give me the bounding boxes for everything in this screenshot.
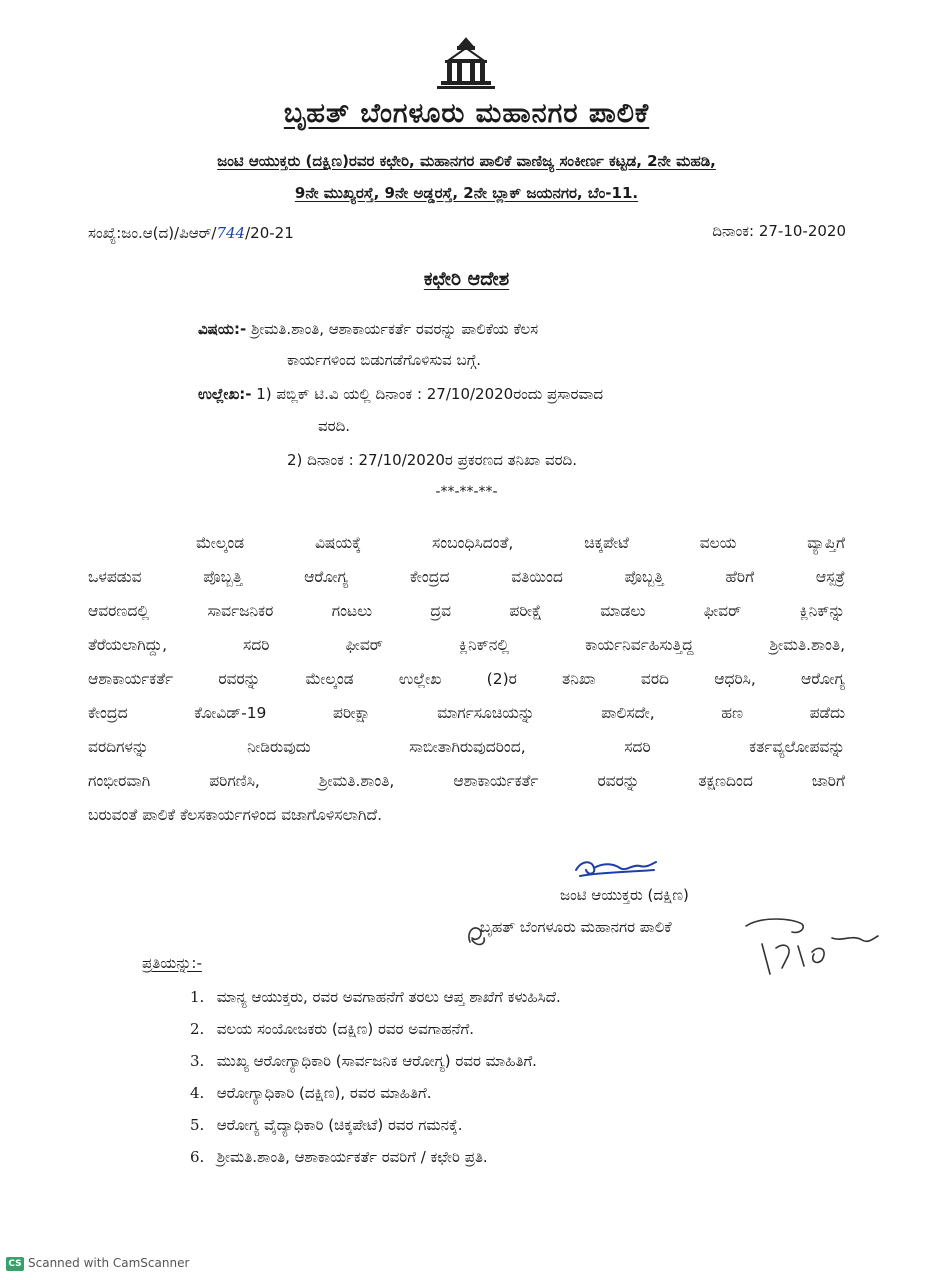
document-date: ದಿನಾಂಕ: 27-10-2020 [712,222,846,240]
order-title: ಕಛೇರಿ ಆದೇಶ [423,268,510,290]
copy-item-text: ಮುಖ್ಯ ಆರೋಗ್ಯಾಧಿಕಾರಿ (ಸಾರ್ವಜನಿಕ ಆರೋಗ್ಯ) ರವರ ಮಾಹಿತಿಗೆ. [216,1052,537,1070]
body-paragraph-line: ಆವರಣದಲ್ಲಿ ಸಾರ್ವಜನಿಕರ ಗಂಟಲು ದ್ರವ ಪರೀಕ್ಷೆ ಮಾಡಲು ಫೀವರ್ ಕ್ಲಿನಿಕ್‌ನ್ನು [88,602,845,620]
reference-item-1 [198,385,603,403]
reference-item-2: 2) ದಿನಾಂಕ : 27/10/2020ರ ಪ್ರಕರಣದ ತನಿಖಾ ವರದಿ. [287,451,577,469]
signatory-organization: ಬೃಹತ್ ಬೆಂಗಳೂರು ಮಹಾನಗರ ಪಾಲಿಕೆ [480,918,672,936]
copy-list-item [190,1116,463,1134]
copies-heading: ಪ್ರತಿಯನ್ನು:- [142,954,202,972]
references-label: ಉಲ್ಲೇಖ:- [198,385,252,403]
copy-item-number: 3. [190,1052,205,1070]
subject-label: ವಿಷಯ:- [198,320,247,338]
body-paragraph-line: ಬರುವಂತೆ ಪಾಲಿಕೆ ಕೆಲಸಕಾರ್ಯಗಳಿಂದ ವಜಾಗೊಳಿಸಲಾಗಿದೆ. [88,806,383,824]
camscanner-icon: CS [6,1257,24,1271]
reference-handwritten-number: 744 [216,224,246,242]
copy-list-item [190,988,561,1006]
body-paragraph-line: ಕೇಂದ್ರದ ಕೋವಿಡ್-19 ಪರೀಕ್ಷಾ ಮಾರ್ಗಸೂಚಿಯನ್ನು ಪಾಲಿಸದೇ, ಹಣ ಪಡೆದು [88,704,845,722]
subject-line-2: ಕಾರ್ಯಗಳಿಂದ ಬಿಡುಗಡೆಗೊಳಿಸುವ ಬಗ್ಗೆ. [287,351,482,369]
body-paragraph-line: ತೆರೆಯಲಾಗಿದ್ದು, ಸದರಿ ಫೀವರ್ ಕ್ಲಿನಿಕ್‌ನಲ್ಲಿ ಕಾರ್ಯನಿರ್ವಹಿಸುತ್ತಿದ್ದ ಶ್ರೀಮತಿ.ಶಾಂತಿ, [88,636,845,654]
body-paragraph-line: ಒಳಪಡುವ ಪೊಬ್ಬತ್ತಿ ಆರೋಗ್ಯ ಕೇಂದ್ರದ ವತಿಯಿಂದ ಪೊಬ್ಬತ್ತಿ ಹೆರಿಗೆ ಆಸ್ಪತ್ರೆ [88,568,845,586]
signatory-designation: ಜಂಟಿ ಆಯುಕ್ತರು (ದಕ್ಷಿಣ) [560,886,689,904]
reference-item-1-continued: ವರದಿ. [318,417,351,435]
subject-text-1: ಶ್ರೀಮತಿ.ಶಾಂತಿ, ಆಶಾಕಾರ್ಯಕರ್ತೆ ರವರನ್ನು ಪಾಲಿಕೆಯ ಕೆಲಸ [250,320,539,338]
office-address-line-2: 9ನೇ ಮುಖ್ಯರಸ್ತೆ, 9ನೇ ಅಡ್ಡರಸ್ತೆ, 2ನೇ ಬ್ಲಾಕ್ ಜಯನಗರ, ಬೆಂ-11. [294,184,639,202]
copy-item-text: ವಲಯ ಸಂಯೋಜಕರು (ದಕ್ಷಿಣ) ರವರ ಅವಗಾಹನೆಗೆ. [216,1020,474,1038]
body-paragraph-line: ಗಂಭೀರವಾಗಿ ಪರಿಗಣಿಸಿ, ಶ್ರೀಮತಿ.ಶಾಂತಿ, ಆಶಾಕಾರ್ಯಕರ್ತೆ ರವರನ್ನು ತಕ್ಷಣದಿಂದ ಜಾರಿಗೆ [88,772,845,790]
body-paragraph-line: ಆಶಾಕಾರ್ಯಕರ್ತೆ ರವರನ್ನು ಮೇಲ್ಕಂಡ ಉಲ್ಲೇಖ (2)ರ ತನಿಖಾ ವರದಿ ಆಧರಿಸಿ, ಆರೋಗ್ಯ [88,670,845,688]
reference-number [88,224,294,242]
reference-item-1-text: 1) ಪಬ್ಲಿಕ್ ಟಿ.ವಿ ಯಲ್ಲಿ ದಿನಾಂಕ : 27/10/2020ರಂದು ಪ್ರಸಾರವಾದ [256,385,604,403]
copy-list-item [190,1052,537,1070]
office-address-line-1: ಜಂಟಿ ಆಯುಕ್ತರು (ದಕ್ಷಿಣ)ರವರ ಕಛೇರಿ, ಮಹಾನಗರ ಪಾಲಿಕೆ ವಾಣಿಜ್ಯ ಸಂಕೀರ್ಣ ಕಟ್ಟಡ, 2ನೇ ಮಹಡಿ, [217,152,716,170]
copy-item-number: 2. [190,1020,205,1038]
copy-item-text: ಮಾನ್ಯ ಆಯುಕ್ತರು, ರವರ ಅವಗಾಹನೆಗೆ ತರಲು ಆಪ್ತ ಶಾಖೆಗೆ ಕಳುಹಿಸಿದೆ. [216,988,561,1006]
handwritten-date-mark-icon [462,908,882,976]
organization-title: ಬೃಹತ್ ಬೆಂಗಳೂರು ಮಹಾನಗರ ಪಾಲಿಕೆ [283,98,650,129]
section-separator: -**-**-**- [435,484,498,500]
body-paragraph-line: ಮೇಲ್ಕಂಡ ವಿಷಯಕ್ಕೆ ಸಂಬಂಧಿಸಿದಂತೆ, ಚಿಕ್ಕಪೇಟೆ ವಲಯ ವ್ಯಾಪ್ತಿಗೆ [196,534,845,552]
subject-line-1 [198,320,538,338]
reference-prefix: ಸಂಖ್ಯೆ:ಜಂ.ಆ(ದ)/ಪಿಆರ್/ [88,224,217,242]
copy-item-number: 5. [190,1116,205,1134]
scanner-watermark [6,1256,189,1271]
bbmp-emblem-icon [433,36,499,92]
copy-list-item [190,1020,474,1038]
copy-list-item [190,1084,432,1102]
copy-item-number: 6. [190,1148,205,1166]
body-paragraph-line: ವರದಿಗಳನ್ನು ನೀಡಿರುವುದು ಸಾಬೀತಾಗಿರುವುದರಿಂದ, ಸದರಿ ಕರ್ತವ್ಯಲೋಪವನ್ನು [88,738,845,756]
reference-suffix: /20-21 [245,224,294,242]
copy-list-item [190,1148,488,1166]
copy-item-text: ಆರೋಗ್ಯ ವೈದ್ಯಾಧಿಕಾರಿ (ಚಿಕ್ಕಪೇಟೆ) ರವರ ಗಮನಕ್ಕೆ. [216,1116,463,1134]
scanner-watermark-text: Scanned with CamScanner [28,1256,190,1270]
signature-icon [570,856,660,882]
copy-item-text: ಆರೋಗ್ಯಾಧಿಕಾರಿ (ದಕ್ಷಿಣ), ರವರ ಮಾಹಿತಿಗೆ. [216,1084,432,1102]
copy-item-text: ಶ್ರೀಮತಿ.ಶಾಂತಿ, ಆಶಾಕಾರ್ಯಕರ್ತೆ ರವರಿಗೆ / ಕಛೇರಿ ಪ್ರತಿ. [216,1148,488,1166]
copy-item-number: 1. [190,988,205,1006]
copy-item-number: 4. [190,1084,205,1102]
